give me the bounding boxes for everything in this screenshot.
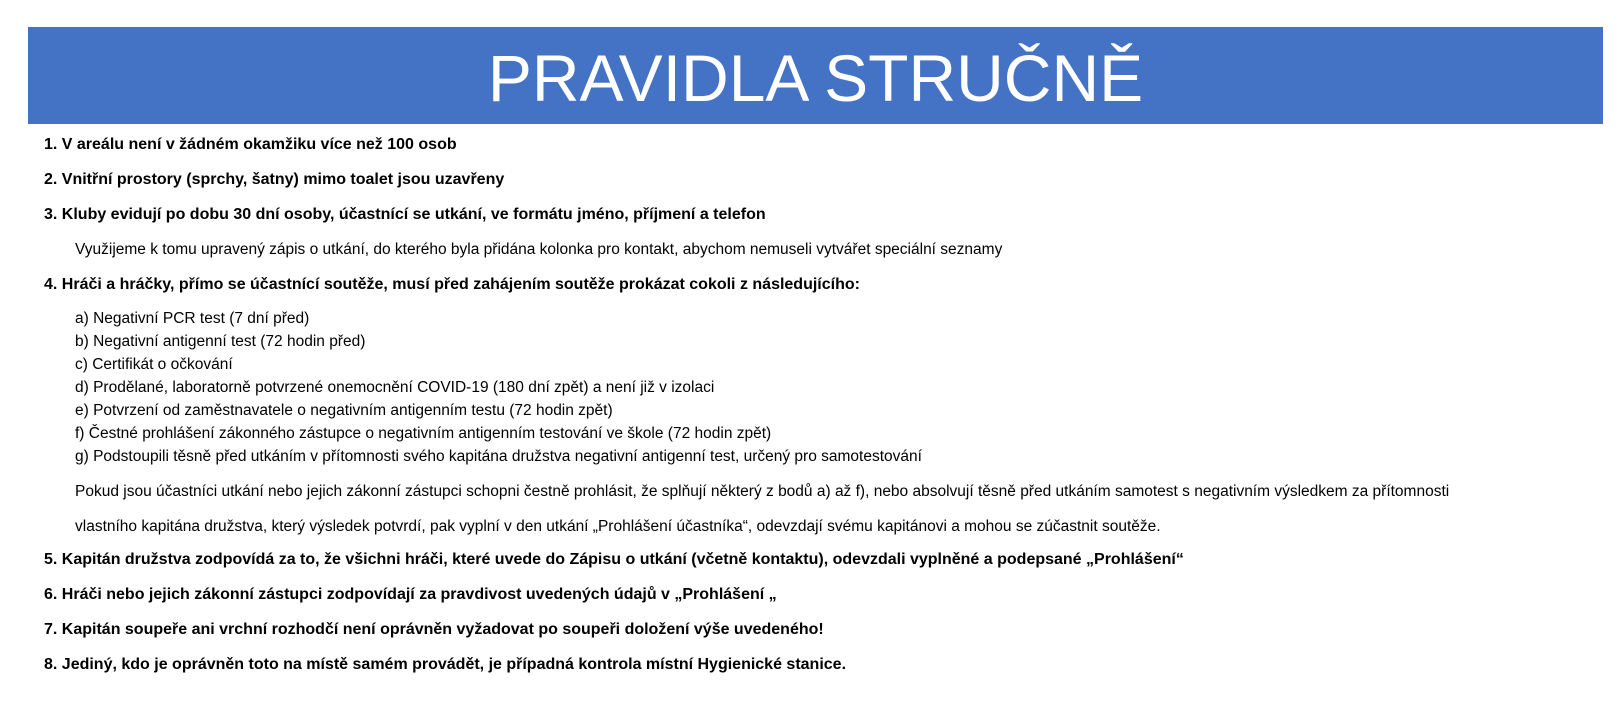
rule-2: 2. Vnitřní prostory (sprchy, šatny) mimo toalet jsou uzavřeny [44,171,505,188]
rule-1: 1. V areálu není v žádném okamžiku více než 100 osob [44,136,457,153]
rule-7: 7. Kapitán soupeře ani vrchní rozhodčí není oprávněn vyžadovat po soupeři doložení výše uvedeného! [44,621,824,638]
rule-4-option-f: f) Čestné prohlášení zákonného zástupce o negativním antigenním testování ve škole (72 hodin zpět) [75,425,772,442]
rule-4: 4. Hráči a hráčky, přímo se účastnící soutěže, musí před zahájením soutěže prokázat cokoli z následujícího: [44,276,860,293]
rule-4-options-list [44,307,1614,468]
rule-4-option-a: a) Negativní PCR test (7 dní před) [75,310,310,327]
rule-4-option-d: d) Prodělané, laboratorně potvrzené onemocnění COVID-19 (180 dní zpět) a není již v izolaci [75,379,715,396]
rule-4-option-b: b) Negativní antigenní test (72 hodin před) [75,333,366,350]
rule-4-option-c: c) Certifikát o očkování [75,356,233,373]
rule-3: 3. Kluby evidují po dobu 30 dní osoby, účastnící se utkání, ve formátu jméno, příjmení a telefon [44,206,766,223]
page-title: PRAVIDLA STRUČNĚ [487,40,1144,115]
rule-4-option-g: g) Podstoupili těsně před utkáním v přítomnosti svého kapitána družstva negativní antigenní test, určený pro samotestování [75,448,922,465]
rule-4-paragraph-line-1: Pokud jsou účastníci utkání nebo jejich zákonní zástupci schopni čestně prohlásit, že splňují některý z bodů a) až f), nebo absolvují těsně před utkáním samotest s negativním výsledkem za přítomnosti [75,483,1450,500]
rules-content [44,124,1614,675]
rule-4-paragraph [44,474,1623,544]
rule-3-note: Využijeme k tomu upravený zápis o utkání, do kterého byla přidána kolonka pro kontakt, abychom nemuseli vytvářet speciální seznamy [75,241,1003,258]
title-banner [28,27,1603,124]
rule-5: 5. Kapitán družstva zodpovídá za to, že všichni hráči, které uvede do Zápisu o utkání (včetně kontaktu), odevzdali vyplněné a podepsané „Prohlášení“ [44,551,1184,568]
rule-4-option-e: e) Potvrzení od zaměstnavatele o negativním antigenním testu (72 hodin zpět) [75,402,613,419]
rule-6: 6. Hráči nebo jejich zákonní zástupci zodpovídají za pravdivost uvedených údajů v „Prohlášení „ [44,586,777,603]
rule-4-paragraph-line-2: vlastního kapitána družstva, který výsledek potvrdí, pak vyplní v den utkání „Prohlášení účastníka“, odevzdají svému kapitánovi a mohou se zúčastnit soutěže. [75,518,1161,535]
rule-8: 8. Jediný, kdo je oprávněn toto na místě samém provádět, je případná kontrola místní Hygienické stanice. [44,656,847,673]
